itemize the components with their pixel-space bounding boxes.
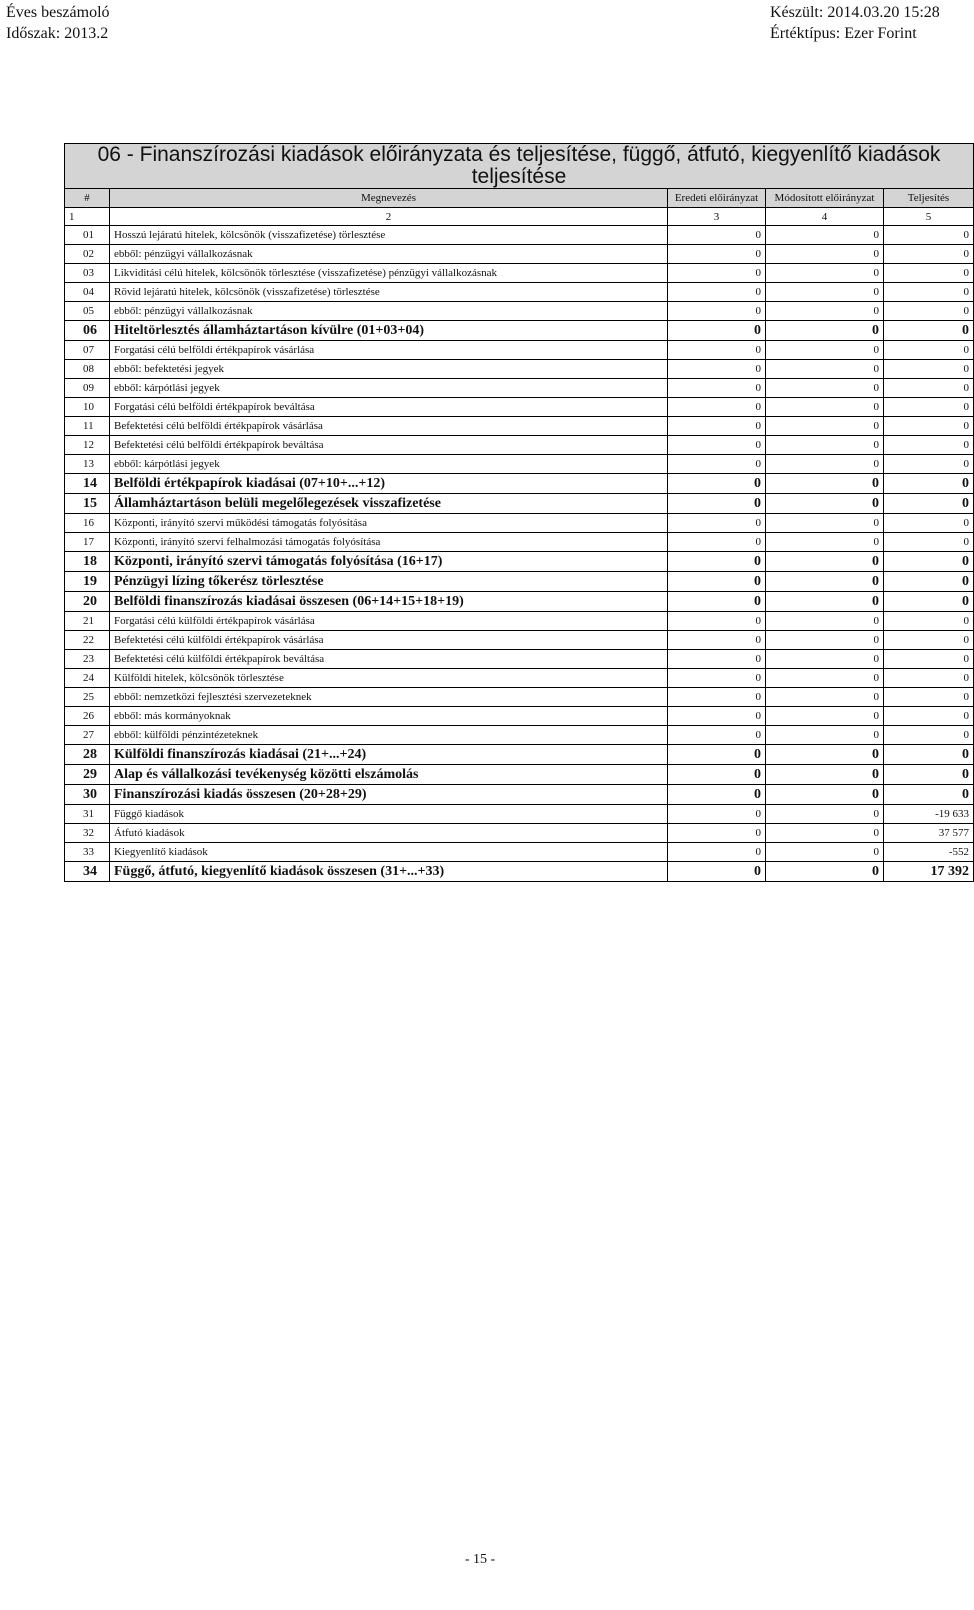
row-performance: 0: [884, 552, 974, 572]
table-row: [65, 650, 974, 669]
row-code: 33: [65, 843, 110, 862]
row-original-appropriation: 0: [668, 533, 766, 552]
row-code: 15: [65, 494, 110, 514]
row-code: 32: [65, 824, 110, 843]
column-header-row: [65, 189, 974, 208]
row-code: 20: [65, 592, 110, 612]
row-modified-appropriation: 0: [766, 245, 884, 264]
row-performance: 0: [884, 321, 974, 341]
row-code: 03: [65, 264, 110, 283]
row-code: 05: [65, 302, 110, 321]
row-original-appropriation: 0: [668, 765, 766, 785]
row-name: Belföldi értékpapírok kiadásai (07+10+...+12): [110, 474, 668, 494]
table-row: [65, 417, 974, 436]
row-code: 01: [65, 226, 110, 245]
report-title: Éves beszámoló: [6, 4, 110, 21]
table-row: [65, 494, 974, 514]
row-performance: 0: [884, 417, 974, 436]
row-modified-appropriation: 0: [766, 824, 884, 843]
row-original-appropriation: 0: [668, 245, 766, 264]
row-name: Befektetési célú belföldi értékpapírok vásárlása: [110, 417, 668, 436]
row-modified-appropriation: 0: [766, 572, 884, 592]
row-code: 09: [65, 379, 110, 398]
row-original-appropriation: 0: [668, 785, 766, 805]
table-row: [65, 805, 974, 824]
row-code: 31: [65, 805, 110, 824]
table-row: [65, 341, 974, 360]
row-modified-appropriation: 0: [766, 785, 884, 805]
row-code: 07: [65, 341, 110, 360]
row-modified-appropriation: 0: [766, 436, 884, 455]
row-code: 23: [65, 650, 110, 669]
table-row: [65, 360, 974, 379]
row-modified-appropriation: 0: [766, 669, 884, 688]
finance-table: [64, 143, 974, 882]
row-modified-appropriation: 0: [766, 321, 884, 341]
row-name: Rövid lejáratú hitelek, kölcsönök (visszafizetése) törlesztése: [110, 283, 668, 302]
row-name: Külföldi hitelek, kölcsönök törlesztése: [110, 669, 668, 688]
row-name: Finanszírozási kiadás összesen (20+28+29): [110, 785, 668, 805]
row-original-appropriation: 0: [668, 514, 766, 533]
row-modified-appropriation: 0: [766, 745, 884, 765]
row-name: Központi, irányító szervi felhalmozási támogatás folyósítása: [110, 533, 668, 552]
row-code: 14: [65, 474, 110, 494]
row-modified-appropriation: 0: [766, 688, 884, 707]
column-number: 1: [65, 208, 110, 226]
row-performance: 0: [884, 631, 974, 650]
row-original-appropriation: 0: [668, 669, 766, 688]
row-code: 22: [65, 631, 110, 650]
row-modified-appropriation: 0: [766, 592, 884, 612]
row-modified-appropriation: 0: [766, 862, 884, 882]
column-number-row: [65, 208, 974, 226]
row-original-appropriation: 0: [668, 572, 766, 592]
row-original-appropriation: 0: [668, 631, 766, 650]
row-code: 27: [65, 726, 110, 745]
report-period: Időszak: 2013.2: [6, 25, 109, 42]
row-original-appropriation: 0: [668, 688, 766, 707]
row-original-appropriation: 0: [668, 264, 766, 283]
row-original-appropriation: 0: [668, 302, 766, 321]
row-performance: 0: [884, 514, 974, 533]
row-performance: 0: [884, 745, 974, 765]
row-name: Központi, irányító szervi támogatás folyósítása (16+17): [110, 552, 668, 572]
table-row: [65, 572, 974, 592]
row-performance: 0: [884, 379, 974, 398]
row-modified-appropriation: 0: [766, 726, 884, 745]
row-modified-appropriation: 0: [766, 379, 884, 398]
row-name: Hiteltörlesztés államháztartáson kívülre (01+03+04): [110, 321, 668, 341]
column-header: Eredeti előirányzat: [668, 189, 766, 208]
row-original-appropriation: 0: [668, 843, 766, 862]
table-row: [65, 379, 974, 398]
row-performance: 37 577: [884, 824, 974, 843]
row-original-appropriation: 0: [668, 360, 766, 379]
row-name: ebből: pénzügyi vállalkozásnak: [110, 245, 668, 264]
row-performance: 0: [884, 726, 974, 745]
row-original-appropriation: 0: [668, 726, 766, 745]
row-modified-appropriation: 0: [766, 283, 884, 302]
row-modified-appropriation: 0: [766, 514, 884, 533]
row-name: ebből: kárpótlási jegyek: [110, 455, 668, 474]
row-performance: 0: [884, 455, 974, 474]
row-performance: 0: [884, 474, 974, 494]
row-code: 08: [65, 360, 110, 379]
table-row: [65, 726, 974, 745]
row-original-appropriation: 0: [668, 379, 766, 398]
row-performance: 0: [884, 612, 974, 631]
row-performance: 0: [884, 283, 974, 302]
row-modified-appropriation: 0: [766, 494, 884, 514]
row-name: Forgatási célú belföldi értékpapírok vásárlása: [110, 341, 668, 360]
row-name: Hosszú lejáratú hitelek, kölcsönök (visszafizetése) törlesztése: [110, 226, 668, 245]
row-name: Átfutó kiadások: [110, 824, 668, 843]
row-performance: -19 633: [884, 805, 974, 824]
table-row: [65, 455, 974, 474]
row-code: 30: [65, 785, 110, 805]
row-modified-appropriation: 0: [766, 552, 884, 572]
row-performance: 0: [884, 245, 974, 264]
row-modified-appropriation: 0: [766, 843, 884, 862]
row-modified-appropriation: 0: [766, 417, 884, 436]
row-performance: 0: [884, 707, 974, 726]
row-name: ebből: befektetési jegyek: [110, 360, 668, 379]
row-original-appropriation: 0: [668, 321, 766, 341]
row-performance: 0: [884, 302, 974, 321]
column-header: Teljesítés: [884, 189, 974, 208]
row-name: Forgatási célú külföldi értékpapírok vásárlása: [110, 612, 668, 631]
row-modified-appropriation: 0: [766, 805, 884, 824]
row-code: 28: [65, 745, 110, 765]
row-original-appropriation: 0: [668, 592, 766, 612]
row-code: 13: [65, 455, 110, 474]
column-header: #: [65, 189, 110, 208]
table-row: [65, 631, 974, 650]
table-row: [65, 533, 974, 552]
column-header: Megnevezés: [110, 189, 668, 208]
row-modified-appropriation: 0: [766, 455, 884, 474]
report-header-right: [770, 2, 940, 44]
row-code: 18: [65, 552, 110, 572]
row-code: 19: [65, 572, 110, 592]
column-header: Módosított előirányzat: [766, 189, 884, 208]
table-row: [65, 474, 974, 494]
row-code: 12: [65, 436, 110, 455]
row-performance: -552: [884, 843, 974, 862]
row-original-appropriation: 0: [668, 824, 766, 843]
row-modified-appropriation: 0: [766, 533, 884, 552]
row-modified-appropriation: 0: [766, 631, 884, 650]
row-modified-appropriation: 0: [766, 650, 884, 669]
row-code: 21: [65, 612, 110, 631]
row-name: ebből: pénzügyi vállalkozásnak: [110, 302, 668, 321]
table-row: [65, 226, 974, 245]
report-value-type: Értéktípus: Ezer Forint: [770, 25, 917, 42]
row-name: Kiegyenlítő kiadások: [110, 843, 668, 862]
row-original-appropriation: 0: [668, 862, 766, 882]
report-created: Készült: 2014.03.20 15:28: [770, 4, 940, 21]
table-row: [65, 264, 974, 283]
row-modified-appropriation: 0: [766, 360, 884, 379]
column-number: 4: [766, 208, 884, 226]
table-row: [65, 843, 974, 862]
row-code: 02: [65, 245, 110, 264]
row-name: Befektetési célú külföldi értékpapírok vásárlása: [110, 631, 668, 650]
table-row: [65, 436, 974, 455]
row-name: ebből: nemzetközi fejlesztési szervezeteknek: [110, 688, 668, 707]
row-original-appropriation: 0: [668, 552, 766, 572]
row-modified-appropriation: 0: [766, 264, 884, 283]
row-code: 34: [65, 862, 110, 882]
report-header-left: [6, 2, 110, 44]
row-original-appropriation: 0: [668, 494, 766, 514]
row-performance: 0: [884, 688, 974, 707]
row-modified-appropriation: 0: [766, 398, 884, 417]
row-code: 11: [65, 417, 110, 436]
row-name: Külföldi finanszírozás kiadásai (21+...+24): [110, 745, 668, 765]
row-original-appropriation: 0: [668, 455, 766, 474]
row-name: Függő kiadások: [110, 805, 668, 824]
row-performance: 0: [884, 360, 974, 379]
row-code: 06: [65, 321, 110, 341]
row-performance: 0: [884, 765, 974, 785]
row-code: 29: [65, 765, 110, 785]
row-modified-appropriation: 0: [766, 765, 884, 785]
table-row: [65, 785, 974, 805]
row-original-appropriation: 0: [668, 226, 766, 245]
row-code: 16: [65, 514, 110, 533]
row-code: 17: [65, 533, 110, 552]
row-performance: 0: [884, 436, 974, 455]
row-modified-appropriation: 0: [766, 302, 884, 321]
row-original-appropriation: 0: [668, 805, 766, 824]
column-number: 2: [110, 208, 668, 226]
row-performance: 0: [884, 341, 974, 360]
column-number: 5: [884, 208, 974, 226]
table-row: [65, 245, 974, 264]
row-performance: 0: [884, 669, 974, 688]
table-title: 06 - Finanszírozási kiadások előirányzata és teljesítése, függő, átfutó, kiegyenlítő kiadások teljesítése: [65, 144, 974, 189]
row-modified-appropriation: 0: [766, 612, 884, 631]
row-original-appropriation: 0: [668, 745, 766, 765]
row-original-appropriation: 0: [668, 707, 766, 726]
row-performance: 0: [884, 572, 974, 592]
table-row: [65, 688, 974, 707]
row-name: ebből: más kormányoknak: [110, 707, 668, 726]
row-original-appropriation: 0: [668, 398, 766, 417]
row-modified-appropriation: 0: [766, 474, 884, 494]
table-row: [65, 862, 974, 882]
table-row: [65, 612, 974, 631]
row-original-appropriation: 0: [668, 650, 766, 669]
table-row: [65, 283, 974, 302]
row-name: Államháztartáson belüli megelőlegezések visszafizetése: [110, 494, 668, 514]
table-row: [65, 552, 974, 572]
table-row: [65, 321, 974, 341]
row-original-appropriation: 0: [668, 283, 766, 302]
table-row: [65, 824, 974, 843]
row-performance: 0: [884, 650, 974, 669]
row-name: Központi, irányító szervi működési támogatás folyósítása: [110, 514, 668, 533]
row-performance: 0: [884, 398, 974, 417]
row-modified-appropriation: 0: [766, 707, 884, 726]
row-name: Alap és vállalkozási tevékenység közötti elszámolás: [110, 765, 668, 785]
row-name: ebből: kárpótlási jegyek: [110, 379, 668, 398]
row-code: 04: [65, 283, 110, 302]
row-performance: 0: [884, 785, 974, 805]
table-row: [65, 765, 974, 785]
table-row: [65, 398, 974, 417]
table-row: [65, 669, 974, 688]
page-number: - 15 -: [464, 1552, 496, 1567]
table-body: [65, 226, 974, 882]
row-name: Forgatási célú belföldi értékpapírok beváltása: [110, 398, 668, 417]
row-name: Pénzügyi lízing tőkerész törlesztése: [110, 572, 668, 592]
row-original-appropriation: 0: [668, 417, 766, 436]
row-original-appropriation: 0: [668, 612, 766, 631]
table-row: [65, 745, 974, 765]
row-name: Belföldi finanszírozás kiadásai összesen (06+14+15+18+19): [110, 592, 668, 612]
row-performance: 0: [884, 533, 974, 552]
row-performance: 0: [884, 226, 974, 245]
row-performance: 0: [884, 592, 974, 612]
table-row: [65, 302, 974, 321]
row-modified-appropriation: 0: [766, 226, 884, 245]
row-code: 10: [65, 398, 110, 417]
row-name: Befektetési célú belföldi értékpapírok beváltása: [110, 436, 668, 455]
row-modified-appropriation: 0: [766, 341, 884, 360]
row-code: 24: [65, 669, 110, 688]
table-row: [65, 707, 974, 726]
row-name: Befektetési célú külföldi értékpapírok beváltása: [110, 650, 668, 669]
row-performance: 0: [884, 264, 974, 283]
row-original-appropriation: 0: [668, 436, 766, 455]
table-row: [65, 514, 974, 533]
row-original-appropriation: 0: [668, 474, 766, 494]
row-name: ebből: külföldi pénzintézeteknek: [110, 726, 668, 745]
column-number: 3: [668, 208, 766, 226]
row-performance: 17 392: [884, 862, 974, 882]
row-name: Likviditási célú hitelek, kölcsönök törlesztése (visszafizetése) pénzügyi vállalkozásnak: [110, 264, 668, 283]
row-code: 26: [65, 707, 110, 726]
row-code: 25: [65, 688, 110, 707]
row-performance: 0: [884, 494, 974, 514]
table-row: [65, 592, 974, 612]
row-name: Függő, átfutó, kiegyenlítő kiadások összesen (31+...+33): [110, 862, 668, 882]
row-original-appropriation: 0: [668, 341, 766, 360]
